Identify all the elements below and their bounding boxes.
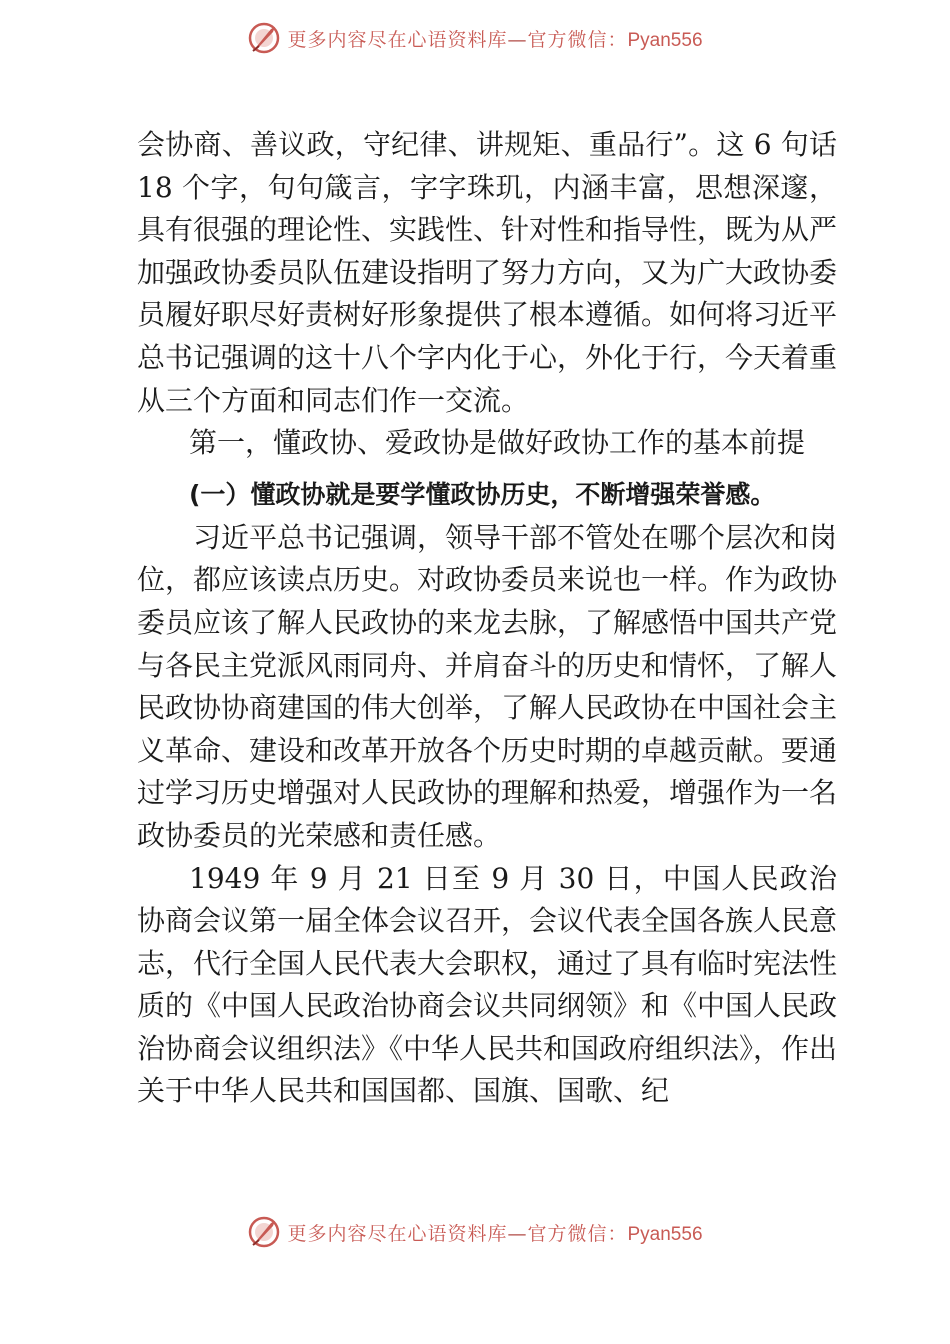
- section-title: 第一，懂政协、爱政协是做好政协工作的基本前提: [189, 426, 806, 460]
- banner-main-text: 更多内容尽在心语资料库: [287, 28, 508, 51]
- footer-banner: [0, 1212, 950, 1252]
- banner-wechat-label: 官方微信：: [527, 1222, 628, 1245]
- header-banner: [0, 18, 950, 58]
- banner-main-text: 更多内容尽在心语资料库: [287, 1222, 508, 1245]
- banner-separator: —: [507, 28, 528, 51]
- paragraph: 会协商、善议政，守纪律、讲规矩、重品行”。这 6 句话 18 个字，句句箴言，字字珠玑，内涵丰富，思想深邃，具有很强的理论性、实践性、针对性和指导性，既为从严加强政协委员队伍建设指明了努力方向，又为广大政协委员履好职尽好责树好形象提供了根本遵循。如何将习近平总书记强调的这十八个字内化于心，外化于行，今天着重从三个方面和同志们作一交流。: [137, 128, 838, 417]
- banner-wechat-label: 官方微信：: [527, 28, 628, 51]
- banner-wechat-id: Pyan556: [627, 29, 703, 51]
- document-body: [137, 124, 837, 1113]
- banner-wechat-id: Pyan556: [627, 1223, 703, 1245]
- quill-logo-icon: [247, 21, 281, 55]
- subsection-heading: (一）懂政协就是要学懂政协历史，不断增强荣誉感。: [189, 479, 776, 509]
- quill-logo-icon: [247, 1215, 281, 1249]
- paragraph: 1949 年 9 月 21 日至 9 月 30 日，中国人民政治协商会议第一届全体会议召开，会议代表全国各族人民意志，代行全国人民代表大会职权，通过了具有临时宪法性质的《中国人民政治协商会议共同纲领》和《中国人民政治协商会议组织法》《中华人民共和国政府组织法》，作出关于中华人民共和国国都、国旗、国歌、纪: [137, 861, 838, 1108]
- banner-text: [287, 1219, 702, 1246]
- banner-separator: —: [507, 1222, 528, 1245]
- banner-text: [287, 25, 702, 52]
- paragraph: 习近平总书记强调，领导干部不管处在哪个层次和岗位，都应该读点历史。对政协委员来说也一样。作为政协委员应该了解人民政协的来龙去脉，了解感悟中国共产党与各民主党派风雨同舟、并肩奋斗的历史和情怀，了解人民政协协商建国的伟大创举，了解人民政协在中国社会主义革命、建设和改革开放各个历史时期的卓越贡献。要通过学习历史增强对人民政协的理解和热爱，增强作为一名政协委员的光荣感和责任感。: [137, 520, 838, 852]
